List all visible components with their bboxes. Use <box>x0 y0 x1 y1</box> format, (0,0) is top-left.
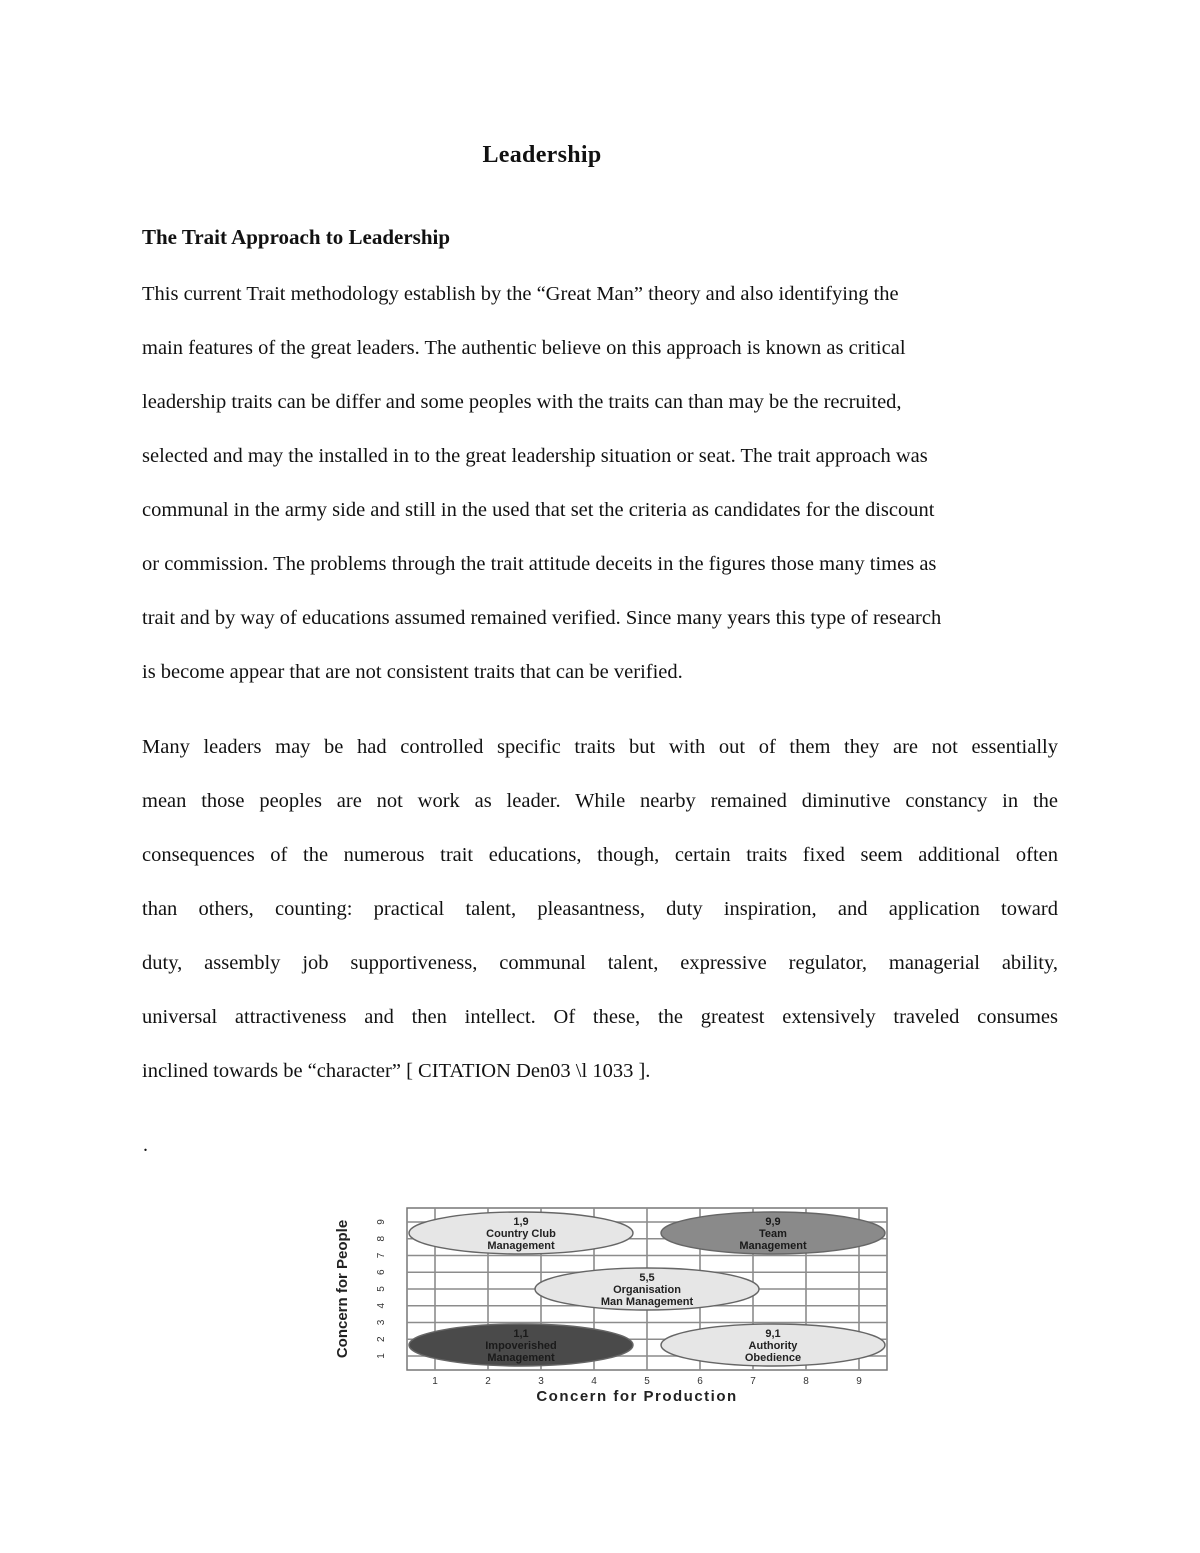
paragraph-line: universal attractiveness and then intellect. Of these, the greatest extensively traveled consumes <box>142 1006 1058 1028</box>
y-tick-label: 2 <box>376 1336 387 1343</box>
region-name-label: Team <box>759 1228 787 1240</box>
y-tick-label: 1 <box>376 1353 387 1359</box>
region-coord-label: 5,5 <box>639 1272 655 1284</box>
managerial-grid-chart <box>325 1200 895 1405</box>
region-coord-label: 9,1 <box>765 1328 781 1340</box>
managerial-grid-figure <box>325 1200 895 1405</box>
paragraph-line: inclined towards be “character” [ CITATION Den03 \l 1033 ]. <box>142 1060 651 1082</box>
paragraph-line: than others, counting: practical talent, pleasantness, duty inspiration, and application toward <box>142 898 1058 920</box>
paragraph-2 <box>142 732 1058 1110</box>
y-tick-label: 8 <box>376 1235 387 1242</box>
paragraph-line: or commission. The problems through the trait attitude deceits in the figures those many times as <box>142 553 937 575</box>
paragraph-line: main features of the great leaders. The authentic believe on this approach is known as critical <box>142 337 906 359</box>
paragraph-line: is become appear that are not consistent traits that can be verified. <box>142 661 683 683</box>
x-tick-label: 2 <box>485 1376 491 1387</box>
y-tick-label: 6 <box>376 1269 387 1276</box>
x-tick-label: 1 <box>432 1376 438 1387</box>
y-tick-label: 7 <box>376 1252 387 1259</box>
x-tick-label: 6 <box>697 1376 703 1387</box>
paragraph-line: mean those peoples are not work as leader. While nearby remained diminutive constancy in the <box>142 790 1058 812</box>
region-coord-label: 1,1 <box>513 1328 529 1340</box>
x-tick-label: 8 <box>803 1376 809 1387</box>
paragraph-line: trait and by way of educations assumed remained verified. Since many years this type of research <box>142 607 942 629</box>
x-tick-label: 5 <box>644 1376 650 1387</box>
region-name-label: Organisation <box>613 1284 681 1296</box>
x-tick-label: 9 <box>856 1376 862 1387</box>
region-name-label: Authority <box>748 1340 798 1352</box>
paragraph-line: communal in the army side and still in the used that set the criteria as candidates for the discount <box>142 499 935 521</box>
paragraph-line: Many leaders may be had controlled specific traits but with out of them they are not essentially <box>142 736 1058 758</box>
y-tick-label: 5 <box>376 1286 387 1292</box>
paragraph-line: leadership traits can be differ and some peoples with the traits can than may be the recruited, <box>142 391 902 413</box>
paragraph-line: This current Trait methodology establish by the “Great Man” theory and also identifying the <box>142 283 899 305</box>
document-title: Leadership <box>482 142 602 168</box>
region-coord-label: 1,9 <box>513 1216 529 1228</box>
stray-period: . <box>143 1134 148 1156</box>
region-name-label: Management <box>739 1240 807 1252</box>
region-name-label: Management <box>487 1240 555 1252</box>
paragraph-1 <box>142 279 1058 711</box>
section-heading: The Trait Approach to Leadership <box>142 225 451 249</box>
region-name-label: Country Club <box>486 1228 556 1240</box>
x-tick-label: 7 <box>750 1376 756 1387</box>
x-axis-title: Concern for Production <box>536 1388 738 1405</box>
y-axis-title: Concern for People <box>334 1219 351 1359</box>
region-name-label: Man Management <box>600 1296 694 1308</box>
paragraph-line: selected and may the installed in to the great leadership situation or seat. The trait approach was <box>142 445 928 467</box>
region-name-label: Management <box>487 1352 555 1364</box>
y-tick-label: 9 <box>376 1219 387 1225</box>
paragraph-line: duty, assembly job supportiveness, communal talent, expressive regulator, managerial ability, <box>142 952 1058 974</box>
y-tick-label: 3 <box>376 1319 387 1326</box>
region-name-label: Obedience <box>744 1352 802 1364</box>
region-coord-label: 9,9 <box>765 1216 781 1228</box>
y-tick-label: 4 <box>376 1302 387 1309</box>
x-tick-label: 4 <box>591 1376 597 1387</box>
x-tick-label: 3 <box>538 1376 544 1387</box>
paragraph-line: consequences of the numerous trait educations, though, certain traits fixed seem additional often <box>142 844 1058 866</box>
region-name-label: Impoverished <box>485 1340 557 1352</box>
